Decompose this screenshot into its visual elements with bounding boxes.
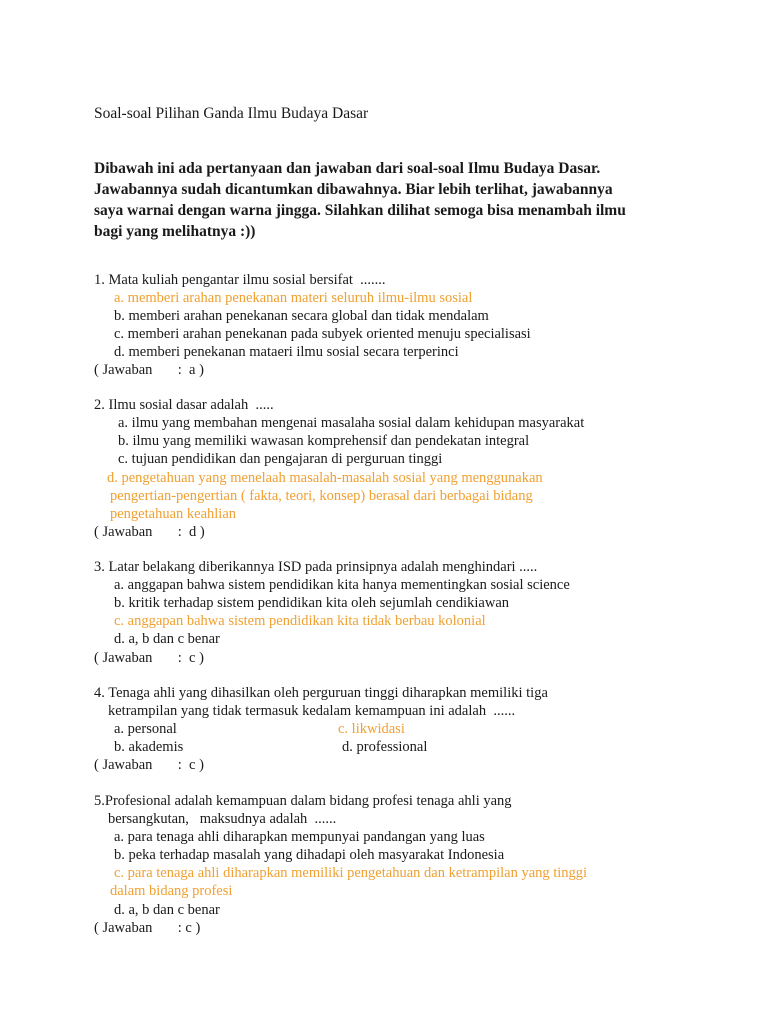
option-a: a. para tenaga ahli diharapkan mempunyai pandangan yang luas (114, 829, 485, 845)
answer-line: ( Jawaban : d ) (94, 524, 205, 540)
intro-line: saya warnai dengan warna jingga. Silahkan dilihat semoga bisa menambah ilmu (94, 202, 626, 219)
option-b: b. peka terhadap masalah yang dihadapi oleh masyarakat Indonesia (114, 847, 505, 863)
option-a: a. ilmu yang membahan mengenai masalaha sosial dalam kehidupan masyarakat (118, 415, 585, 431)
answer-line: ( Jawaban : c ) (94, 920, 201, 936)
option-a: a. anggapan bahwa sistem pendidikan kita hanya mementingkan sosial science (114, 577, 570, 593)
option-b: b. ilmu yang memiliki wawasan komprehensif dan pendekatan integral (118, 433, 530, 449)
option-c-correct-cont: dalam bidang profesi (110, 883, 233, 899)
option-d-correct-cont: pengetahuan keahlian (110, 506, 237, 522)
answer-line: ( Jawaban : c ) (94, 650, 204, 666)
option-b: b. memberi arahan penekanan secara global dan tidak mendalam (114, 308, 489, 324)
option-c: c. memberi arahan penekanan pada subyek oriented menuju specialisasi (114, 326, 531, 342)
option-c: c. tujuan pendidikan dan pengajaran di perguruan tinggi (118, 451, 443, 467)
option-d: d. professional (342, 739, 428, 755)
option-b: b. kritik terhadap sistem pendidikan kita oleh sejumlah cendikiawan (114, 595, 510, 611)
option-a-correct: a. memberi arahan penekanan materi seluruh ilmu-ilmu sosial (114, 290, 473, 306)
answer-line: ( Jawaban : a ) (94, 362, 204, 378)
intro-line: bagi yang melihatnya :)) (94, 223, 256, 240)
option-d-correct: d. pengetahuan yang menelaah masalah-masalah sosial yang menggunakan (107, 470, 543, 486)
option-d-correct-cont: pengertian-pengertian ( fakta, teori, konsep) berasal dari berbagai bidang (110, 488, 533, 504)
question-text: 2. Ilmu sosial dasar adalah ..... (94, 397, 274, 413)
option-b: b. akademis (114, 739, 184, 755)
question-text-cont: ketrampilan yang tidak termasuk kedalam kemampuan ini adalah ...... (108, 703, 516, 719)
option-d: d. a, b dan c benar (114, 902, 220, 918)
option-c-correct: c. anggapan bahwa sistem pendidikan kita tidak berbau kolonial (114, 613, 486, 629)
option-a: a. personal (114, 721, 177, 737)
question-text: 4. Tenaga ahli yang dihasilkan oleh perguruan tinggi diharapkan memiliki tiga (94, 685, 548, 701)
intro-line: Dibawah ini ada pertanyaan dan jawaban dari soal-soal Ilmu Budaya Dasar. (94, 160, 601, 177)
question-text: 3. Latar belakang diberikannya ISD pada prinsipnya adalah menghindari ..... (94, 559, 538, 575)
option-d: d. a, b dan c benar (114, 631, 220, 647)
question-text-cont: bersangkutan, maksudnya adalah ...... (108, 811, 337, 827)
document-title: Soal-soal Pilihan Ganda Ilmu Budaya Dasar (94, 105, 369, 122)
option-c-correct: c. likwidasi (338, 721, 405, 737)
question-text: 1. Mata kuliah pengantar ilmu sosial bersifat ....... (94, 272, 386, 288)
intro-line: Jawabannya sudah dicantumkan dibawahnya. Biar lebih terlihat, jawabannya (94, 181, 613, 198)
option-c-correct: c. para tenaga ahli diharapkan memiliki pengetahuan dan ketrampilan yang tinggi (114, 865, 588, 881)
question-text: 5.Profesional adalah kemampuan dalam bidang profesi tenaga ahli yang (94, 793, 512, 809)
option-d: d. memberi penekanan mataeri ilmu sosial secara terperinci (114, 344, 459, 360)
answer-line: ( Jawaban : c ) (94, 757, 204, 773)
